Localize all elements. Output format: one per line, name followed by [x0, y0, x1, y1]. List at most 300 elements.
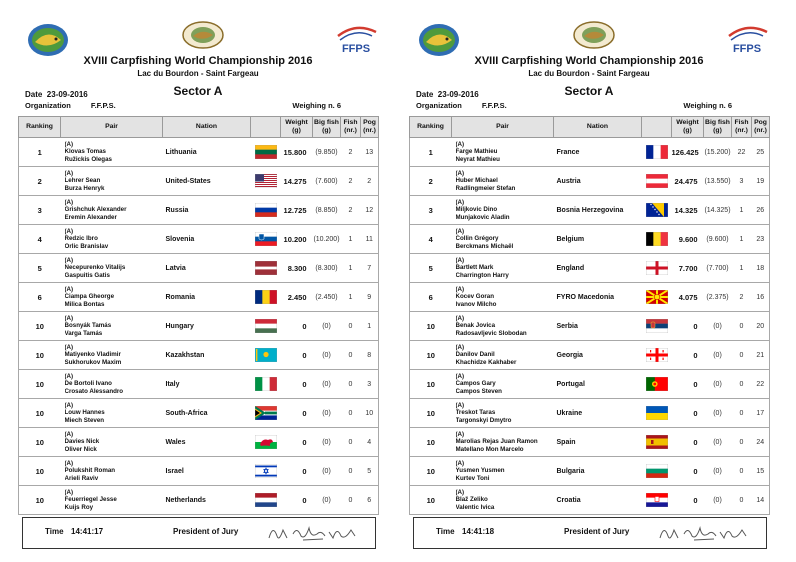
fish-count-cell: 1	[341, 225, 361, 254]
ranking-cell: 10	[410, 341, 452, 370]
ranking-cell: 10	[19, 399, 61, 428]
pair-angler-1: Campos Gary	[455, 380, 496, 388]
georgia-flag-icon	[646, 348, 668, 362]
pair-angler-2: Miech Steven	[64, 416, 105, 424]
macedonia-flag-icon	[646, 290, 668, 304]
ranking-cell: 2	[19, 167, 61, 196]
pair-angler-1: De Bortoli Ivano	[64, 380, 112, 388]
bigfish-cell: (0)	[313, 486, 341, 515]
table-header-row	[19, 117, 379, 138]
pair-tag: (A)	[455, 227, 465, 235]
pair-angler-2: Campos Steven	[455, 387, 502, 395]
pair-angler-2: Sukhorukov Maxim	[64, 358, 122, 366]
pair-cell	[452, 196, 554, 225]
organizer-crest-icon	[572, 20, 616, 50]
italy-flag-icon	[255, 377, 277, 391]
table-row	[19, 254, 379, 283]
weight-cell: 0	[672, 486, 704, 515]
fish-count-cell: 0	[732, 370, 752, 399]
footer-box	[413, 517, 767, 549]
pair-angler-2: Varga Tamás	[64, 329, 103, 337]
flag-cell	[642, 167, 672, 196]
bigfish-cell: (10.200)	[313, 225, 341, 254]
lithuania-flag-icon	[255, 145, 277, 159]
pair-angler-2: Kuijs Roy	[64, 503, 94, 511]
nation-cell: France	[554, 138, 642, 167]
pog-cell: 11	[361, 225, 379, 254]
bigfish-cell: (2.450)	[313, 283, 341, 312]
nation-cell: Wales	[163, 428, 251, 457]
ffps-brand-text: FFPS	[341, 43, 371, 55]
pair-angler-1: Kocev Goran	[455, 293, 495, 301]
ranking-cell: 10	[410, 399, 452, 428]
nation-cell: Latvia	[163, 254, 251, 283]
romania-flag-icon	[255, 290, 277, 304]
nation-cell: Belgium	[554, 225, 642, 254]
table-row	[410, 370, 770, 399]
nation-cell: Georgia	[554, 341, 642, 370]
netherlands-flag-icon	[255, 493, 277, 507]
bigfish-cell: (0)	[313, 341, 341, 370]
footer-box	[22, 517, 376, 549]
date-label: Date	[25, 90, 43, 99]
nation-cell: Lithuania	[163, 138, 251, 167]
ranking-cell: 1	[19, 138, 61, 167]
pog-cell: 18	[752, 254, 770, 283]
page-title: XVIII Carpfishing World Championship 2016	[474, 55, 704, 67]
fish-count-cell: 2	[732, 283, 752, 312]
kazakhstan-flag-icon	[255, 348, 277, 362]
table-row	[410, 225, 770, 254]
ranking-cell: 6	[19, 283, 61, 312]
pair-angler-1: Huber Michael	[455, 177, 498, 185]
fish-count-cell: 0	[341, 486, 361, 515]
pair-cell	[61, 167, 163, 196]
bigfish-cell: (8.850)	[313, 196, 341, 225]
belgium-flag-icon	[646, 232, 668, 246]
spain-flag-icon	[646, 435, 668, 449]
date-label: Date	[416, 90, 434, 99]
organization-label: Organization	[25, 101, 71, 110]
ranking-cell: 5	[19, 254, 61, 283]
ffps-swoosh-icon	[723, 22, 771, 58]
table-row	[410, 167, 770, 196]
bigfish-cell: (14.325)	[704, 196, 732, 225]
pair-angler-1: Collin Grégory	[455, 235, 499, 243]
pog-cell: 3	[361, 370, 379, 399]
flag-cell	[251, 196, 281, 225]
weight-cell: 0	[672, 341, 704, 370]
ranking-cell: 1	[410, 138, 452, 167]
weight-cell: 0	[281, 399, 313, 428]
pair-tag: (A)	[455, 285, 465, 293]
pair-angler-1: Feuerriegel Jesse	[64, 496, 117, 504]
flag-cell	[642, 486, 672, 515]
pair-cell	[452, 138, 554, 167]
pair-angler-1: Matiyenko Vladimir	[64, 351, 121, 359]
fish-count-cell: 0	[341, 399, 361, 428]
pair-angler-2: Milica Bontas	[64, 300, 105, 308]
pair-angler-1: Farge Mathieu	[455, 148, 498, 156]
bulgaria-flag-icon	[646, 464, 668, 478]
pair-angler-2: Crosato Alessandro	[64, 387, 124, 395]
pog-cell: 4	[361, 428, 379, 457]
pair-angler-2: Radlingmeier Stefan	[455, 184, 516, 192]
portugal-flag-icon	[646, 377, 668, 391]
flag-cell	[642, 341, 672, 370]
pair-cell	[452, 370, 554, 399]
bigfish-cell: (0)	[704, 312, 732, 341]
pog-cell: 1	[361, 312, 379, 341]
bigfish-cell: (0)	[313, 312, 341, 341]
fish-count-cell: 0	[732, 312, 752, 341]
weight-cell: 0	[281, 428, 313, 457]
pair-tag: (A)	[64, 140, 74, 148]
pair-angler-1: Grishchuk Alexander	[64, 206, 127, 214]
president-of-jury-label: President of Jury	[173, 527, 239, 536]
pog-cell: 19	[752, 167, 770, 196]
pair-angler-1: Bartlett Mark	[455, 264, 494, 272]
fish-count-cell: 0	[732, 486, 752, 515]
nation-cell: United-States	[163, 167, 251, 196]
flag-cell	[642, 138, 672, 167]
col-pair: Pair	[61, 117, 163, 138]
table-row	[19, 196, 379, 225]
bigfish-cell: (9.850)	[313, 138, 341, 167]
signature-icon	[654, 520, 758, 546]
weight-cell: 14.275	[281, 167, 313, 196]
pair-angler-2: Arieli Raviv	[64, 474, 99, 482]
weighing-number: Weighing n. 6	[683, 101, 732, 110]
time-label: Time	[436, 527, 455, 536]
pair-angler-1: Benak Jovica	[455, 322, 496, 330]
pair-angler-2: Burza Henryk	[64, 184, 105, 192]
flag-cell	[642, 225, 672, 254]
weight-cell: 0	[672, 428, 704, 457]
pair-cell	[452, 312, 554, 341]
pog-cell: 6	[361, 486, 379, 515]
pair-cell	[452, 225, 554, 254]
pair-cell	[61, 428, 163, 457]
ranking-cell: 10	[19, 428, 61, 457]
pair-angler-1: Yusmen Yusmen	[455, 467, 505, 475]
bigfish-cell: (15.200)	[704, 138, 732, 167]
pair-tag: (A)	[455, 372, 465, 380]
table-row	[19, 370, 379, 399]
pog-cell: 5	[361, 457, 379, 486]
pog-cell: 25	[752, 138, 770, 167]
ukraine-flag-icon	[646, 406, 668, 420]
pair-cell	[61, 312, 163, 341]
col-nation: Nation	[163, 117, 251, 138]
pair-cell	[61, 283, 163, 312]
ffps-logo	[332, 22, 380, 58]
col-weight: Weight (g)	[281, 117, 313, 138]
nation-cell: Bulgaria	[554, 457, 642, 486]
pair-angler-2: Oliver Nick	[64, 445, 97, 453]
weight-cell: 8.300	[281, 254, 313, 283]
nation-cell: Spain	[554, 428, 642, 457]
pair-angler-2: Gaspuitis Gatis	[64, 271, 110, 279]
nation-cell: Russia	[163, 196, 251, 225]
col-fish: Fish (nr.)	[732, 117, 752, 138]
pog-cell: 9	[361, 283, 379, 312]
pair-angler-1: Danilov Danil	[455, 351, 495, 359]
pog-cell: 16	[752, 283, 770, 312]
pair-angler-1: Bosnyák Tamás	[64, 322, 112, 330]
pair-angler-2: Neyrat Mathieu	[455, 155, 500, 163]
flag-cell	[251, 428, 281, 457]
col-fish: Fish (nr.)	[341, 117, 361, 138]
pog-cell: 10	[361, 399, 379, 428]
flag-cell	[642, 399, 672, 428]
pair-tag: (A)	[64, 227, 74, 235]
pair-cell	[452, 457, 554, 486]
nation-cell: Croatia	[554, 486, 642, 515]
flag-cell	[251, 225, 281, 254]
pair-angler-1: Lehrer Sean	[64, 177, 101, 185]
weight-cell: 0	[672, 370, 704, 399]
sector-title: Sector A	[173, 84, 223, 98]
southafrica-flag-icon	[255, 406, 277, 420]
nation-cell: South-Africa	[163, 399, 251, 428]
pair-angler-1: Louw Hannes	[64, 409, 105, 417]
pair-cell	[452, 399, 554, 428]
bigfish-cell: (13.550)	[704, 167, 732, 196]
pair-cell	[452, 486, 554, 515]
fish-count-cell: 0	[341, 341, 361, 370]
pair-angler-2: Ivanov Milcho	[455, 300, 497, 308]
pog-cell: 14	[752, 486, 770, 515]
pair-angler-2: Targonskyi Dmytro	[455, 416, 512, 424]
usa-flag-icon	[255, 174, 277, 188]
pair-tag: (A)	[64, 372, 74, 380]
pair-angler-2: Orlic Branislav	[64, 242, 109, 250]
col-weight: Weight (g)	[672, 117, 704, 138]
pair-tag: (A)	[455, 343, 465, 351]
fish-count-cell: 3	[732, 167, 752, 196]
ffps-brand-text: FFPS	[732, 43, 762, 55]
pog-cell: 8	[361, 341, 379, 370]
weight-cell: 2.450	[281, 283, 313, 312]
pair-tag: (A)	[64, 314, 74, 322]
ranking-cell: 4	[19, 225, 61, 254]
flag-cell	[642, 312, 672, 341]
bigfish-cell: (0)	[704, 341, 732, 370]
weight-cell: 4.075	[672, 283, 704, 312]
fish-count-cell: 0	[341, 312, 361, 341]
table-row	[19, 138, 379, 167]
col-bigfish: Big fish (g)	[704, 117, 732, 138]
bigfish-cell: (0)	[704, 457, 732, 486]
pair-angler-1: Klovas Tomas	[64, 148, 106, 156]
bigfish-cell: (0)	[313, 370, 341, 399]
pair-cell	[61, 399, 163, 428]
serbia-flag-icon	[646, 319, 668, 333]
nation-cell: Italy	[163, 370, 251, 399]
nation-cell: Netherlands	[163, 486, 251, 515]
pair-cell	[61, 138, 163, 167]
pair-tag: (A)	[64, 343, 74, 351]
pair-tag: (A)	[64, 198, 74, 206]
pair-tag: (A)	[455, 314, 465, 322]
page-title: XVIII Carpfishing World Championship 2016	[83, 55, 313, 67]
pair-angler-1: Miljkovic Dino	[455, 206, 498, 214]
signature-icon	[263, 520, 367, 546]
nation-cell: Bosnia Herzegovina	[554, 196, 642, 225]
president-of-jury-label: President of Jury	[564, 527, 630, 536]
pair-angler-1: Redzic Ibro	[64, 235, 98, 243]
pog-cell: 15	[752, 457, 770, 486]
fish-count-cell: 0	[732, 457, 752, 486]
fish-count-cell: 1	[732, 254, 752, 283]
col-flag	[251, 117, 281, 138]
table-row	[19, 486, 379, 515]
flag-cell	[642, 457, 672, 486]
pair-cell	[61, 225, 163, 254]
russia-flag-icon	[255, 203, 277, 217]
pair-tag: (A)	[455, 198, 465, 206]
nation-cell: Serbia	[554, 312, 642, 341]
ranking-cell: 4	[410, 225, 452, 254]
flag-cell	[642, 196, 672, 225]
pog-cell: 17	[752, 399, 770, 428]
pair-angler-1: Ciampa Gheorge	[64, 293, 115, 301]
nation-cell: Romania	[163, 283, 251, 312]
pair-cell	[61, 457, 163, 486]
weight-cell: 0	[281, 457, 313, 486]
col-bigfish: Big fish (g)	[313, 117, 341, 138]
pair-angler-2: Eremin Alexander	[64, 213, 117, 221]
nation-cell: FYRO Macedonia	[554, 283, 642, 312]
table-row	[410, 457, 770, 486]
ranking-cell: 10	[19, 312, 61, 341]
weight-cell: 0	[672, 399, 704, 428]
flag-cell	[251, 486, 281, 515]
results-sheet-left	[13, 0, 383, 562]
ranking-cell: 10	[19, 486, 61, 515]
nation-cell: Kazakhstan	[163, 341, 251, 370]
pair-tag: (A)	[455, 459, 465, 467]
flag-cell	[251, 312, 281, 341]
pair-angler-1: Necepurenko Vitalijs	[64, 264, 126, 272]
ranking-cell: 3	[19, 196, 61, 225]
ranking-cell: 10	[19, 457, 61, 486]
pair-angler-1: Treskot Taras	[455, 409, 496, 417]
pair-cell	[61, 196, 163, 225]
pair-angler-2: Radosavljevic Slobodan	[455, 329, 527, 337]
col-ranking: Ranking	[19, 117, 61, 138]
fish-count-cell: 1	[341, 254, 361, 283]
col-pog: Pog (nr.)	[752, 117, 770, 138]
weight-cell: 0	[281, 370, 313, 399]
fish-count-cell: 1	[732, 196, 752, 225]
austria-flag-icon	[646, 174, 668, 188]
table-row	[410, 399, 770, 428]
croatia-flag-icon	[646, 493, 668, 507]
weighing-number: Weighing n. 6	[292, 101, 341, 110]
bigfish-cell: (0)	[313, 399, 341, 428]
table-header-row	[410, 117, 770, 138]
slovenia-flag-icon	[255, 232, 277, 246]
table-row	[19, 399, 379, 428]
table-row	[19, 457, 379, 486]
table-row	[410, 196, 770, 225]
organization-line	[416, 101, 507, 110]
pog-cell: 24	[752, 428, 770, 457]
fish-count-cell: 0	[341, 428, 361, 457]
flag-cell	[251, 254, 281, 283]
pair-angler-1: Marolias Rejas Juan Ramon	[455, 438, 538, 446]
ranking-cell: 2	[410, 167, 452, 196]
pair-angler-1: Blaž Zeliko	[455, 496, 488, 504]
pair-angler-2: Munjakovic Aladin	[455, 213, 510, 221]
pair-cell	[61, 254, 163, 283]
flag-cell	[251, 457, 281, 486]
pair-angler-2: Berckmans Michaël	[455, 242, 514, 250]
weight-cell: 0	[281, 312, 313, 341]
bigfish-cell: (0)	[704, 486, 732, 515]
ranking-cell: 10	[410, 486, 452, 515]
venue-subtitle: Lac du Bourdon - Saint Fargeau	[528, 69, 650, 78]
weight-cell: 0	[672, 457, 704, 486]
organization-value: F.F.P.S.	[481, 101, 507, 110]
date-value: 23-09-2016	[437, 90, 479, 99]
nation-cell: Slovenia	[163, 225, 251, 254]
fish-count-cell: 2	[341, 138, 361, 167]
bigfish-cell: (0)	[704, 370, 732, 399]
flag-cell	[642, 254, 672, 283]
ranking-cell: 10	[19, 341, 61, 370]
pair-tag: (A)	[64, 169, 74, 177]
pair-cell	[452, 428, 554, 457]
bigfish-cell: (0)	[704, 428, 732, 457]
pair-cell	[61, 486, 163, 515]
fish-count-cell: 0	[341, 457, 361, 486]
fish-count-cell: 22	[732, 138, 752, 167]
pair-tag: (A)	[455, 430, 465, 438]
sector-title: Sector A	[564, 84, 614, 98]
pog-cell: 22	[752, 370, 770, 399]
pair-tag: (A)	[64, 430, 74, 438]
table-row	[410, 341, 770, 370]
pog-cell: 2	[361, 167, 379, 196]
pair-cell	[61, 370, 163, 399]
col-flag	[642, 117, 672, 138]
pair-tag: (A)	[455, 488, 465, 496]
pair-cell	[452, 167, 554, 196]
pair-cell	[452, 283, 554, 312]
time-value: 14:41:18	[462, 527, 495, 536]
ranking-cell: 10	[410, 312, 452, 341]
pog-cell: 21	[752, 341, 770, 370]
pair-angler-2: Matellano Mon Marcelo	[455, 445, 524, 453]
venue-subtitle: Lac du Bourdon - Saint Fargeau	[137, 69, 259, 78]
pair-cell	[452, 341, 554, 370]
table-row	[19, 312, 379, 341]
col-nation: Nation	[554, 117, 642, 138]
bigfish-cell: (8.300)	[313, 254, 341, 283]
table-row	[19, 283, 379, 312]
hungary-flag-icon	[255, 319, 277, 333]
fish-count-cell: 1	[732, 225, 752, 254]
bigfish-cell: (9.600)	[704, 225, 732, 254]
weight-cell: 10.200	[281, 225, 313, 254]
pog-cell: 12	[361, 196, 379, 225]
pair-angler-2: Valentic Ivica	[455, 503, 495, 511]
weight-cell: 126.425	[672, 138, 704, 167]
weight-cell: 24.475	[672, 167, 704, 196]
